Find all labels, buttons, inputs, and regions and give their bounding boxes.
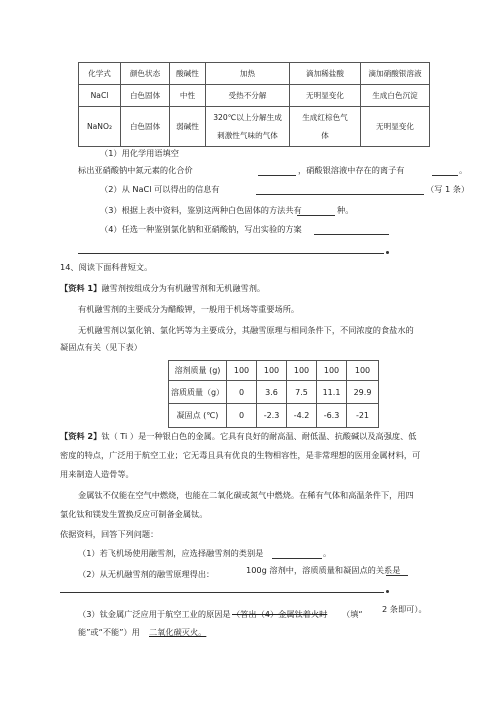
answer-3-end: 2 条即可）。	[382, 604, 427, 614]
answer-1: （1）若飞机场使用融雪剂，应选择融雪剂的类别是	[78, 548, 264, 558]
table-cell: 受热不分解	[206, 85, 290, 107]
answer-3-l2b: 二氧化碳灭火。	[149, 627, 207, 637]
table-cell: 无明显变化	[361, 107, 430, 147]
resource-2-l3: 用来制造人造骨等。	[60, 469, 134, 479]
answer-3-l2a: 能”或“不能”）用	[78, 627, 140, 637]
end-dot	[386, 590, 389, 593]
header-cell: 酸碱性	[170, 63, 206, 85]
answers-intro: 依据资料，回答下列问题：	[60, 529, 159, 539]
properties-table	[78, 62, 430, 147]
table-row	[169, 381, 379, 404]
resource-2-tag: 【资料 2】	[60, 431, 102, 441]
q1-title: （1）用化学用语填空	[100, 148, 179, 158]
table-cell: -2.3	[257, 404, 287, 428]
q3-text: （3）根据上表中资料，鉴别这两种白色固体的方法共有	[100, 205, 302, 215]
row-header: 凝固点 (℃)	[169, 404, 227, 428]
table-cell: 生成红棕色气 体	[290, 107, 361, 147]
table-cell: 29.9	[347, 381, 379, 404]
row-header: 溶质质量（g）	[169, 381, 227, 404]
answer-blank[interactable]	[297, 215, 335, 216]
answer-blank[interactable]	[272, 558, 322, 559]
q2-note: （写 1 条）	[426, 184, 470, 194]
table-cell: 100	[257, 361, 287, 381]
table-cell: 弱碱性	[170, 107, 206, 147]
table-cell: 100	[317, 361, 347, 381]
table-row	[169, 361, 379, 381]
resource-1-tag: 【资料 1】	[60, 283, 102, 293]
resource-2-l2: 密度的特点，广泛用于航空工业；它无毒且具有优良的生物相容性，是非常理想的医用金属材料，可	[60, 450, 421, 460]
answer-2: （2）从无机融雪剂的融雪原理得出：	[78, 569, 215, 579]
table-cell: 11.1	[317, 381, 347, 404]
header-cell: 加热	[206, 63, 290, 85]
answer-blank[interactable]	[314, 234, 389, 235]
table-cell: -6.3	[317, 404, 347, 428]
q1-line-a: 标出亚硝酸钠中氮元素的化合价	[78, 165, 193, 175]
answer-line[interactable]	[60, 592, 384, 593]
answer-blank[interactable]	[432, 175, 458, 176]
table-cell: -21	[347, 404, 379, 428]
end-dot	[386, 251, 389, 254]
answer-3-fill: （填“	[342, 609, 363, 619]
table-cell: NaCl	[79, 85, 121, 107]
table-cell: 100	[347, 361, 379, 381]
answer-2-mid: 100g 溶剂中，溶质质量和凝固点的关系是	[246, 565, 401, 575]
table-cell: 白色固体	[121, 85, 170, 107]
table-cell: NaNO₂	[79, 107, 121, 147]
resource-2-p2a: 金属钛不仅能在空气中燃烧，也能在二氧化碳或氮气中燃烧。在稀有气体和高温条件下，用四	[78, 490, 414, 500]
header-cell: 化学式	[79, 63, 121, 85]
answer-blank[interactable]	[258, 175, 296, 176]
table-row	[79, 85, 430, 107]
table-cell: 7.5	[287, 381, 317, 404]
table-cell: 100	[227, 361, 257, 381]
table-cell: 0	[227, 381, 257, 404]
table-cell: 生成白色沉淀	[361, 85, 430, 107]
answer-blank[interactable]	[256, 194, 424, 195]
answer-3: （3）钛金属广泛应用于航空工业的原因是	[78, 609, 231, 619]
table-cell: 0	[227, 404, 257, 428]
freezing-point-table	[168, 360, 379, 428]
table-cell: 无明显变化	[290, 85, 361, 107]
resource-2-text: 钛（ Ti ）是一种银白色的金属。它具有良好的耐高温、耐低温、抗酸碱以及高强度、低	[101, 431, 417, 441]
resource-1-p2b: 凝固点有关（见下表）	[60, 342, 142, 352]
answer-3-mid: （答出（4）金属钛着火时	[232, 609, 328, 619]
table-cell: 320℃以上分解生成 刺激性气味的气体	[206, 107, 290, 147]
header-cell: 颜色状态	[121, 63, 170, 85]
row-header: 溶剂质量 (g)	[169, 361, 227, 381]
answer-line[interactable]	[78, 253, 384, 254]
section-heading: 14、阅读下面科普短文。	[60, 262, 153, 272]
q3-end: 种。	[337, 205, 354, 215]
answer-1-end: 。	[323, 548, 332, 558]
table-cell: 3.6	[257, 381, 287, 404]
resource-1-p2a: 无机融雪剂以氯化钠、氯化钙等为主要成分，其融雪原理与相同条件下，不同浓度的食盐水的	[78, 325, 414, 335]
table-row	[169, 404, 379, 428]
header-cell: 滴加硝酸银溶液	[361, 63, 430, 85]
resource-1-text: 融雪剂按组成分为有机融雪剂和无机融雪剂。	[101, 283, 266, 293]
table-cell: 中性	[170, 85, 206, 107]
resource-1-label	[60, 283, 265, 294]
q2-text: （2）从 NaCl 可以得出的信息有	[100, 184, 220, 194]
table-cell: 100	[287, 361, 317, 381]
answer-blank[interactable]	[386, 575, 408, 576]
q4-text: （4）任选一种鉴别氯化钠和亚硝酸钠，写出实验的方案	[100, 224, 302, 234]
table-cell: -4.2	[287, 404, 317, 428]
resource-2-l1	[60, 431, 416, 442]
header-cell: 滴加稀盐酸	[290, 63, 361, 85]
resource-2-p2b: 氯化钛和镁发生置换反应可制备金属钛。	[60, 509, 208, 519]
q1-line-b: ，硝酸银溶液中存在的离子有	[298, 165, 405, 175]
q1-line-c: 。	[459, 165, 468, 175]
table-row	[79, 107, 430, 147]
table-cell: 白色固体	[121, 107, 170, 147]
resource-1-p1: 有机融雪剂的主要成分为醋酸钾，一般用于机场等重要场所。	[78, 304, 300, 314]
